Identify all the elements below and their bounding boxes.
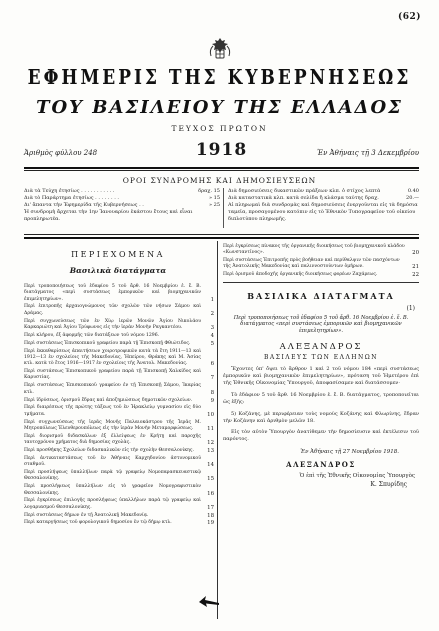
volume-label: ΤΕΥΧΟΣ ΠΡΩΤΟΝ <box>171 124 268 133</box>
contents-item-page: 19 <box>207 520 214 527</box>
contents-item-text: Περὶ ὁρισμοῦ ἀποδοχῆς ὀργανικῆς διοικήσεως φορέων Ζαχάρεως. <box>223 272 378 278</box>
contents-item-page: 22 <box>412 272 419 279</box>
contents-item-page: 10 <box>207 411 214 418</box>
contents-item-text: Περὶ συστάσεως Ἐπισκοπικοῦ γραφείου παρὰ τῇ Ἐπισκοπῇ Χαλκίδος καὶ Καρυστίας. <box>24 369 201 381</box>
decree-description: Περὶ τροποποιήσεως τοῦ ἐδαφίου 5 τοῦ ἄρθ. 16 Νοεμβρίου ἐ. ἔ. Β. διατάγματος «περὶ συστάσεως ἐμπορικῶν καὶ βιομηχανικῶν ἐπιμελητηρίων». <box>233 314 409 335</box>
contents-item <box>24 369 214 382</box>
page-number: (62) <box>397 12 421 22</box>
decree-body: Εἰς τὸν αὐτὸν Ὑπουργὸν ἀνατίθεμεν τὴν δημοσίευσιν καὶ ἐκτέλεσιν τοῦ παρόντος. <box>223 429 419 443</box>
contents-item-page: 14 <box>207 462 214 469</box>
contents-item <box>24 520 214 526</box>
contents-item <box>24 448 214 454</box>
contents-item-text: Περὶ συστάσεως Ἐπισκοπικοῦ γραφείου παρὰ τῇ Ἐπισκοπῇ Φθιώτιδος. <box>24 340 191 346</box>
column-divider <box>217 241 218 619</box>
decree-date: Ἐν Ἀθήναις τῇ 27 Νοεμβρίου 1918. <box>300 449 399 456</box>
subscriptions-box <box>24 188 419 230</box>
rule-top-thin <box>24 170 419 171</box>
subscription-line: Διὰ τὸ Παράρτημα ἐτησίως . . . . . . . . » 15 <box>24 195 220 201</box>
contents-item <box>223 244 419 257</box>
contents-item <box>24 470 214 483</box>
contents-item-page: 18 <box>207 512 214 519</box>
decree-body: Ἔχοντες ὑπ' ὄψει τὸ ἄρθρον 1 καὶ 2 τοῦ νόμου 184 «περὶ συστάσεως ἐμπορικῶν καὶ βιομηχανικῶν ἐπιμελητηρίων», πρόταση τοῦ Ἡμετέρου ἐπὶ τῆς Ἐθνικῆς Οἰκονομίας Ὑπουργοῦ, ἀποφασίσαμεν καὶ διατάσσομεν· <box>223 366 419 386</box>
contents-item <box>24 383 214 396</box>
decree-body: Τὸ ἐδάφιον 5 τοῦ ἄρθ. 16 Νοεμβρίου ἐ. ἔ. Β. διατάγματος, τροποποιεῖται ὡς ἑξῆς: <box>223 391 419 405</box>
subscription-line: Διὰ τὰ Τεύχη ἐτησίως . . . . . . . . . . . δραχ. 15 <box>24 188 220 194</box>
royal-crest-icon <box>207 36 233 62</box>
contents-item <box>24 349 214 368</box>
contents-item <box>223 258 419 271</box>
contents-item <box>24 498 214 511</box>
contents-item <box>24 405 214 418</box>
contents-item-text: Περὶ ἱδρύσεως, ὁρισμοῦ ἕδρας καὶ ἀποζημιώσεως δημοτικῶν σχολείων. <box>24 397 193 403</box>
contents-item-page: 20 <box>412 250 419 257</box>
contents-item <box>24 434 214 447</box>
issue-date: Ἐν Ἀθήναις τῇ 3 Δεκεμβρίου <box>317 149 419 157</box>
subscription-line: Διὰ δημοσιεύσεις δικαστικῶν πράξεων κλπ. ὁ στίχος λεπτὰ 0.40 <box>228 188 419 194</box>
contents-item-page: 6 <box>210 361 214 368</box>
subscription-note: Ἡ συνδρομὴ ἄρχεται τὴν 1ην Ἰανουαρίου ἑκάστου ἔτους καὶ εἶναι προπληρωτέα. <box>24 209 193 222</box>
contents-item-text: Περὶ διορισμοῦ διδασκάλων ἐξ ἐλλείψεως ἐν Κρήτῃ καὶ παροχῆς ταυτοχρόνου χρήματος διὰ δημοσίας σχολὰς. <box>24 433 201 446</box>
subscriptions-divider <box>223 188 224 228</box>
rule-right <box>223 282 419 283</box>
contents-item-text: Περὶ καταργήσεως τοῦ φορολογικοῦ δημοσίου ἐν τῷ δήμῳ κτλ. <box>24 520 172 526</box>
gazette-title: ΕΦΗΜΕΡΙΣ ΤΗΣ ΚΥΒΕΡΝΗΣΕΩΣ <box>27 66 412 90</box>
minister-name: Κ. Σπυρίδης <box>370 481 407 489</box>
rule-mid-thick <box>24 237 419 239</box>
contents-item-page: 12 <box>207 440 214 447</box>
contents-item <box>24 420 214 433</box>
minister-role: Ὁ ἐπὶ τῆς Ἐθνικῆς Οἰκονομίας Ὑπουργὸς <box>299 473 415 480</box>
contents-item-page: 1 <box>210 296 214 303</box>
decree-number: (1) <box>406 304 415 312</box>
contents-item <box>24 513 214 519</box>
contents-item-page: 4 <box>210 332 214 339</box>
right-contents-list <box>223 244 419 279</box>
contents-item <box>24 319 214 332</box>
king-title: ΒΑΣΙΛΕΥΣ ΤΩΝ ΕΛΛΗΝΩΝ <box>263 354 379 362</box>
contents-item-page: 8 <box>210 389 214 396</box>
contents-item-text: Περὶ ἐγκρίσεως ἐπιλογῆς προσλήψεως ὑπαλλήλων παρὰ τῷ γραφείῳ καὶ λογαριασμοῦ Θεσσαλονίκης. <box>24 498 201 510</box>
subscription-note: Αἱ πληρωμαὶ διὰ συνδρομὰς καὶ δημοσιεύσεις ἐνεργοῦνται εἰς τὰ δημόσια ταμεῖα, προσαγομένου κατόπιν εἰς τὸ Ἐθνικὸν Τυπογραφεῖον τοῦ οἰκείου διπλοτύπου πληρωμῆς. <box>228 202 418 222</box>
contents-item-page: 15 <box>207 476 214 483</box>
contents-item-text: Περὶ ἀντικαταστάσεως τοῦ ἐν Ἀθήναις Καρχηδονίου ἀστυνομικοῦ σταθμοῦ. <box>24 455 201 468</box>
contents-item-text: Περὶ ἐπιτροπῆς ἀρχαιογνώμονος τῶν σχολῶν τῶν νήσων Σάμου καὶ Δράμας. <box>24 304 201 316</box>
gazette-subtitle: ΤΟΥ ΒΑΣΙΛΕΙΟΥ ΤΗΣ ΕΛΛΑΔΟΣ <box>36 97 403 118</box>
contents-item-text: Περὶ συστάσεως Ἐπιτροπῆς πρὸς βοήθειαν καὶ περίθαλψιν τῶν πασχόντων τῆς Ἀνατολικῆς Μακεδονίας καὶ παλιννοστούντων ὁμήρων. <box>223 258 400 270</box>
subscriptions-left <box>24 188 220 223</box>
contents-item <box>24 333 214 339</box>
contents-item-page: 21 <box>412 264 419 271</box>
contents-item-text: Περὶ ἐκκαθαρίσεως ἀπαιτήσεων χοιροτροφικῶν κατὰ τὰ ἔτη 1911—13 καὶ 1912—13 ἐν σχολείοις τῆς Μακεδονίας, Ἠπείρου, Θράκης καὶ Μ. Ἀσίας κτλ. κατὰ τὸ ἔτος 1916—1917 ἐν σχολείοις τῆς Ἀνατολ. Μακεδονίας. <box>24 348 201 367</box>
contents-item-page: 3 <box>210 324 214 331</box>
contents-item-text: Περὶ προσλήψεως ὑπαλλήλων παρὰ τῷ γραφείῳ Νομοπαρασκευαστικῷ Θεσσαλονίκης. <box>24 470 201 482</box>
pointer-arrow-icon <box>198 594 220 608</box>
decree-signature: ΑΛΕΞΑΝΔΡΟΣ <box>286 460 356 470</box>
king-name: ΑΛΕΞΑΝΔΡΟΣ <box>279 342 363 353</box>
contents-item-page: 7 <box>210 375 214 382</box>
rule-top <box>24 167 419 169</box>
issue-year: 1918 <box>195 140 248 160</box>
contents-item <box>24 284 214 303</box>
contents-item <box>24 304 214 317</box>
contents-item <box>223 272 419 278</box>
contents-item-text: Περὶ συστάσεως δήμων ἐν τῇ Ἀνατολικῇ Μακεδονίᾳ. <box>24 512 149 518</box>
contents-item-text: Περὶ προσλήψεως ὑπαλλήλων εἰς τὸ γραφεῖον Νομογραφιστικὸν Θεσσαλονίκης. <box>24 484 201 496</box>
contents-item-page: 17 <box>207 504 214 511</box>
contents-item-text: Περὶ συγχωνεύσεως τῆς ἱερᾶς Μονῆς Παλαιοκάστρου τῆς Ἱερᾶς Μ. Μητροπόλεως Ἐλευθερουπόλεως εἰς τὴν ἱερὰν Μονὴν Μεταμορφώσεως. <box>24 419 201 431</box>
issue-number: Ἀριθμὸς φύλλου 248 <box>24 149 98 157</box>
contents-item-text: Περὶ τροποποιήσεως τοῦ ἐδαφίου 5 τοῦ ἄρθ. 16 Νοεμβρίου ἐ. ἔ. Β. διατάγματος «περὶ συστάσεως ἐμπορικῶν καὶ βιομηχανικῶν ἐπιμελητηρίων». <box>24 284 201 302</box>
contents-item-text: Περὶ διαιρέσεως τῆς πρώτης τάξεως τοῦ ἐν Ἡρακλείῳ γυμνασίου εἰς δύο τμήματα. <box>24 405 201 417</box>
contents-item-text: Περὶ προσθήκης Σχολείων διδασκαλικῶν εἰς τὴν σχολὴν Θεσσαλονίκης. <box>24 447 194 453</box>
contents-item <box>24 341 214 347</box>
contents-item-text: Περὶ συστάσεως Ἐπισκοπικοῦ γραφείου ἐν τῇ Ἐπισκοπῇ Σάμου, Ἰκαρίας κτλ. <box>24 383 201 395</box>
contents-list <box>24 284 214 528</box>
contents-item-page: 16 <box>207 490 214 497</box>
contents-item-page: 9 <box>210 397 214 404</box>
contents-item-page: 2 <box>210 310 214 317</box>
decree-body: 5) Κοζάνης, μὲ περιφέρειαν τοὺς νομοὺς Κοζάνης καὶ Φλωρίνης, ἕδραν τὴν Κοζάνην καὶ ἀριθμὸν μελῶν 18. <box>223 410 419 424</box>
contents-title: ΠΕΡΙΕΧΟΜΕΝΑ <box>71 250 165 259</box>
decree-heading: ΒΑΣΙΛΙΚΑ ΔΙΑΤΑΓΜΑΤΑ <box>247 290 395 301</box>
issue-row <box>24 142 419 162</box>
contents-subtitle: Βασιλικὰ διατάγματα <box>69 266 167 275</box>
contents-item <box>24 456 214 469</box>
subscriptions-right <box>228 188 419 223</box>
contents-item <box>24 484 214 497</box>
subscription-line: Διὰ καταστατικὰ κλπ. κατὰ σελίδα ἢ κλάσμα ταύτης δραχ. 20.— <box>228 195 419 201</box>
subscription-line: Δι' ἅπαντα τὴν Ἐφημερίδα τῆς Κυβερνήσεως . . » 25 <box>24 202 220 208</box>
subscriptions-title: ΟΡΟΙ ΣΥΝΔΡΟΜΗΣ ΚΑΙ ΔΗΜΟΣΙΕΥΣΕΩΝ <box>122 176 317 185</box>
contents-item <box>24 398 214 404</box>
contents-item-page: 11 <box>207 425 214 432</box>
contents-item-page: 13 <box>207 447 214 454</box>
contents-item-page: 5 <box>210 340 214 347</box>
contents-item-text: Περὶ κλήρου, ἐξ ἀφορμῆς τῶν διατάξεων τοῦ νόμου 1296. <box>24 332 160 338</box>
contents-item-text: Περὶ συγχωνεύσεως τῶν ἐν Χίῳ ἱερῶν Μονῶν Ἁγίου Νικολάου Καρκαριώτη καὶ Ἁγίου Τρύφωνος εἰς τὴν ἱερὰν Μονὴν Ραγκαντέου. <box>24 318 201 330</box>
right-column <box>223 244 419 488</box>
rule-mid <box>24 234 419 235</box>
contents-item-text: Περὶ ἐγκρίσεως πίνακος τῆς ὀργανικῆς διοικήσεως τοῦ βιομηχανικοῦ κλάδου «Κωνσταντῖνος». <box>223 244 405 256</box>
